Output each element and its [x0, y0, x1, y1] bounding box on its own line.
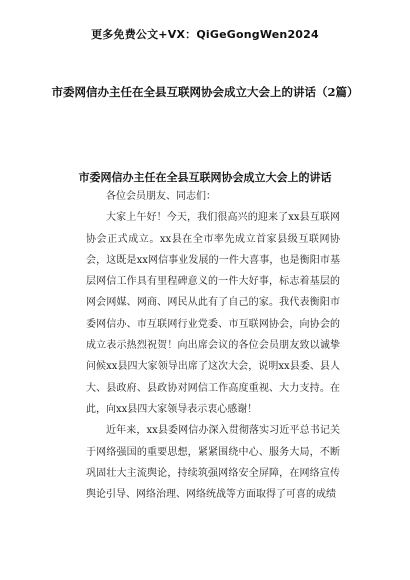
document-title: 市委网信办主任在全县互联网协会成立大会上的讲话（2篇） — [51, 85, 359, 99]
body-paragraph: 近年来，xx县委网信办深入贯彻落实习近平总书记关于网络强国的重要思想，紧紧围绕中心、服务大局，不断巩固壮大主流舆论，持续筑强网络安全屏障，在网络宣传舆论引导、网络治理、网络统战等方面取得了可喜的成绩 — [86, 425, 340, 501]
speech-title: 市委网信办主任在全县互联网协会成立大会上的讲话 — [78, 171, 332, 184]
body-paragraph: 大家上午好！今天，我们很高兴的迎来了xx县互联网协会正式成立。xx县在全市率先成立首家县级互联网协会，这既是xx网信事业发展的一件大喜事，也是衡阳市基层网信工作具有里程碑意义的一件大好事，标志着基层的网会网媒、网商、网民从此有了自己的家。我代表衡阳市委网信办、市互联网行业党委、市互联网协会，向协会的成立表示热烈祝贺！向出席会议的各位会员朋友致以诚挚问候xx县四大家领导出席了这次大会，说明xx县委、县人大、县政府、县政协对网信工作高度重视、大力支持。在此，向xx县四大家领导表示衷心感谢！ — [86, 212, 340, 415]
watermark-text: 更多免费公文+VX：QiGeGongWen2024 — [91, 28, 319, 41]
speech-body — [86, 186, 340, 505]
salutation-paragraph: 各位会员朋友、同志们： — [106, 191, 216, 202]
